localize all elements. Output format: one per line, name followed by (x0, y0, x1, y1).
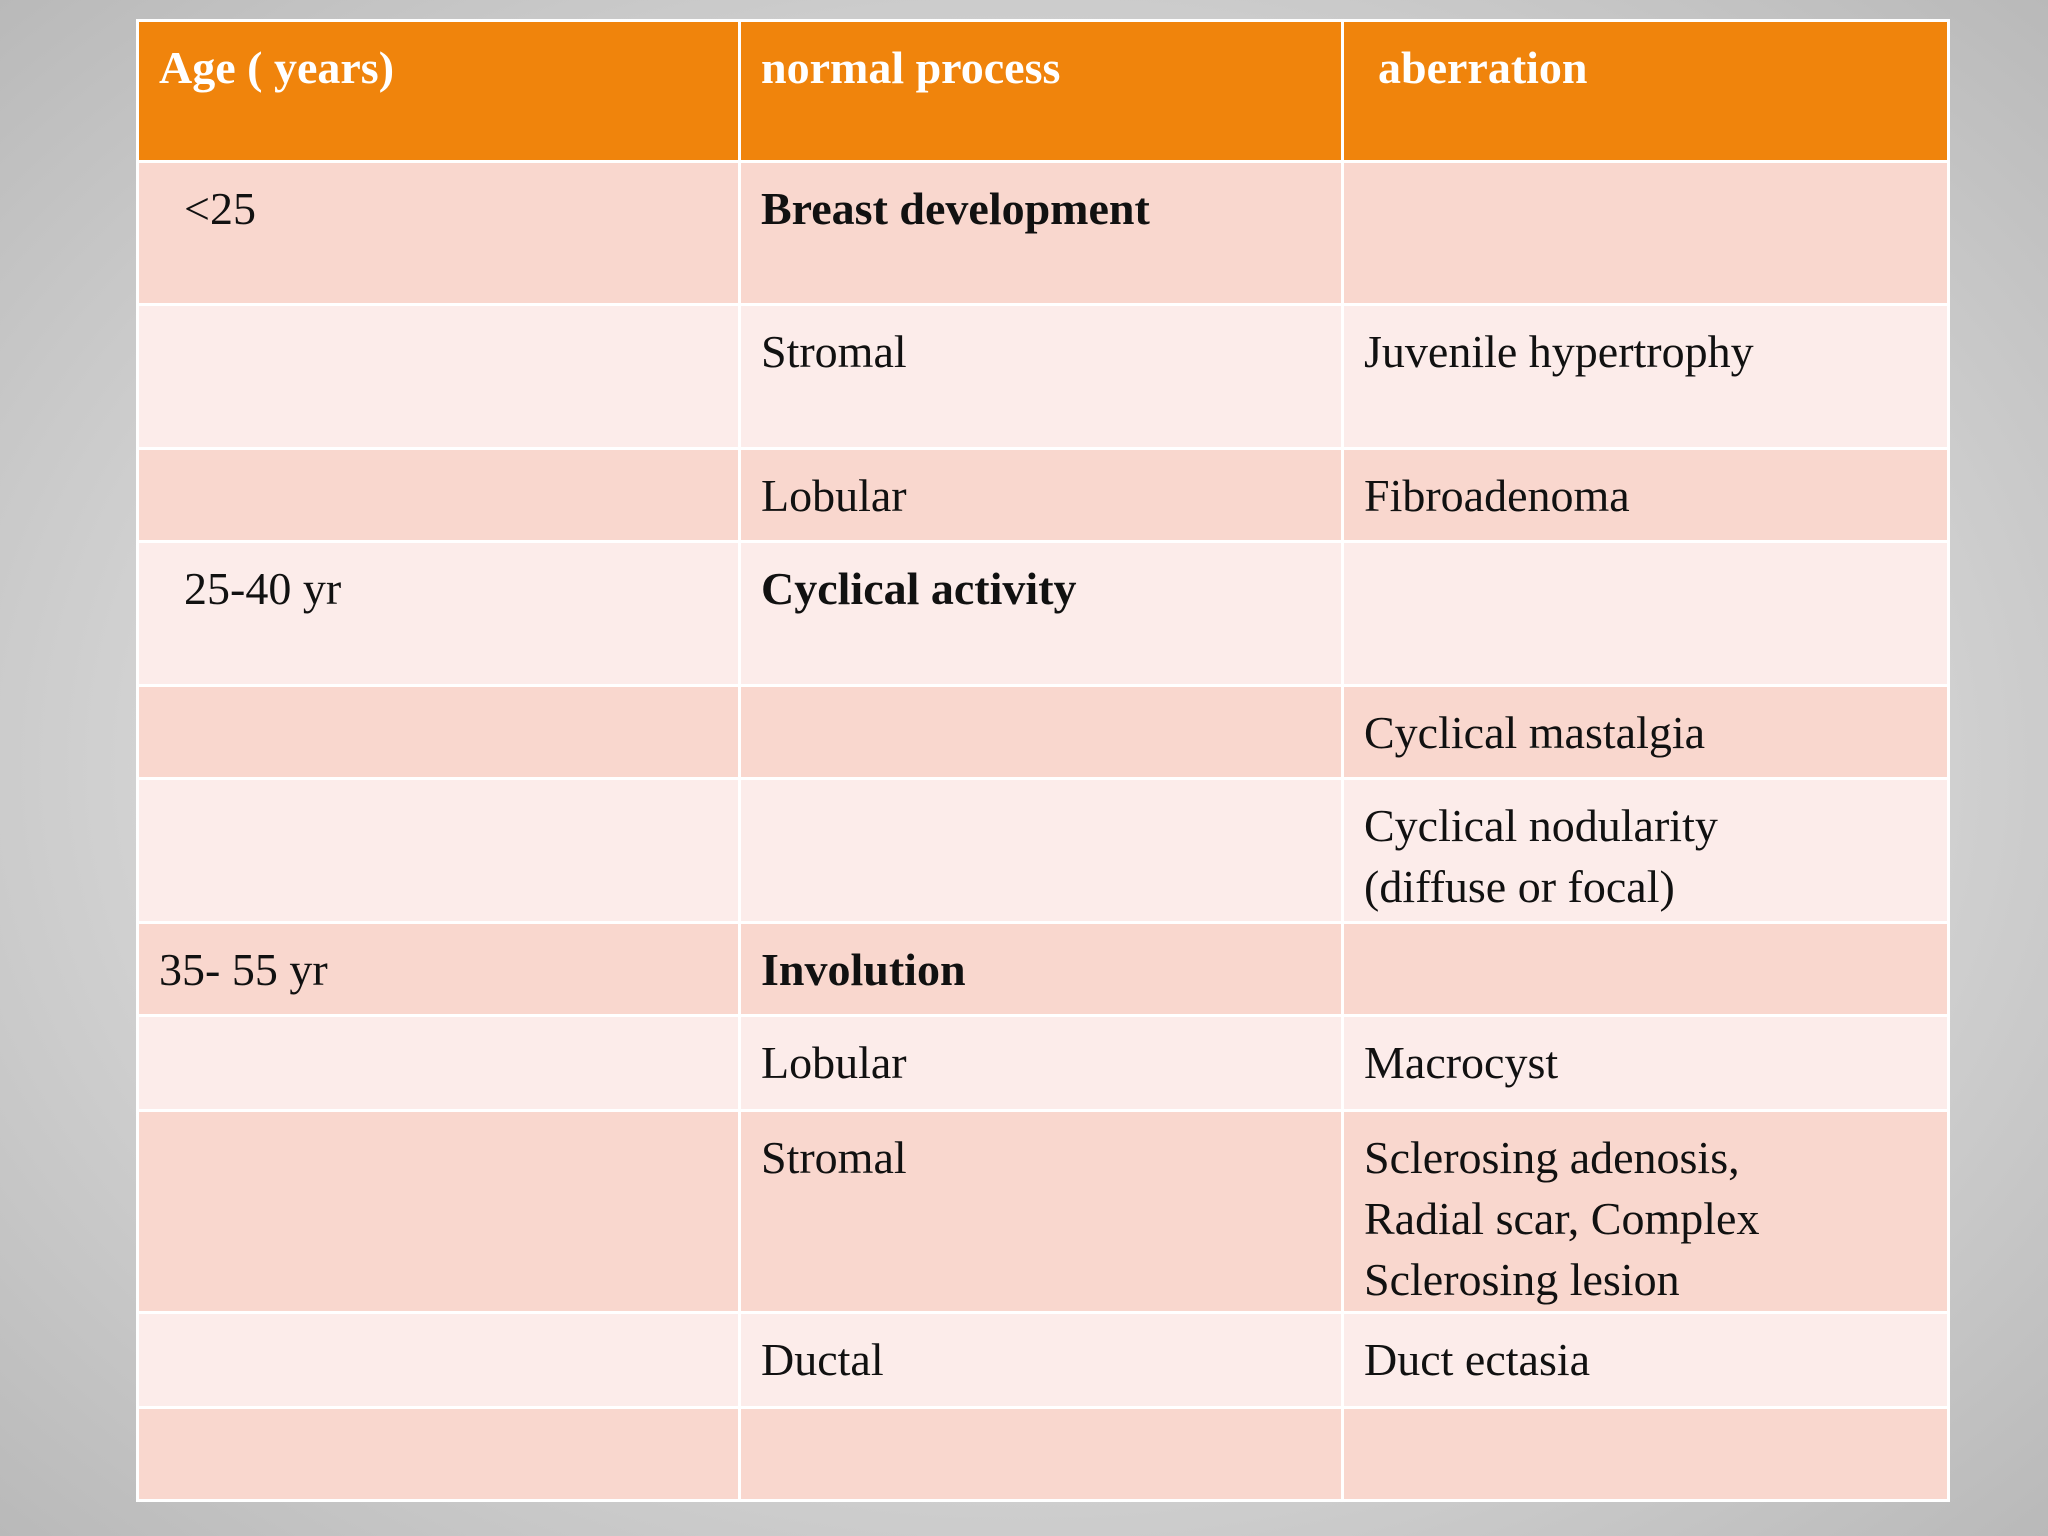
age-cell (138, 162, 740, 305)
process-cell (740, 1111, 1343, 1313)
process-cell (740, 1016, 1343, 1111)
aberration-value: Macrocyst (1364, 1037, 1559, 1088)
table-header-row (138, 21, 1949, 162)
header-aberration-label: aberration (1378, 42, 1588, 93)
table-row (138, 779, 1949, 923)
aberration-cell (1343, 779, 1949, 923)
process-cell (740, 779, 1343, 923)
process-cell (740, 1313, 1343, 1408)
age-cell (138, 542, 740, 686)
header-aberration (1343, 21, 1949, 162)
process-value: Involution (761, 944, 966, 995)
header-normal-process-label: normal process (761, 42, 1061, 93)
process-value: Ductal (761, 1334, 884, 1385)
aberration-cell (1343, 1313, 1949, 1408)
process-value: Lobular (761, 1037, 907, 1088)
aberration-cell (1343, 923, 1949, 1016)
aberration-cell (1343, 1408, 1949, 1501)
process-cell (740, 542, 1343, 686)
age-value: <25 (184, 183, 256, 234)
age-cell (138, 449, 740, 542)
process-cell (740, 305, 1343, 449)
age-cell (138, 305, 740, 449)
age-cell (138, 1111, 740, 1313)
age-cell (138, 923, 740, 1016)
aberration-value: Fibroadenoma (1364, 470, 1630, 521)
process-value: Lobular (761, 470, 907, 521)
process-cell (740, 1408, 1343, 1501)
process-value: Cyclical activity (761, 563, 1077, 614)
aberration-cell (1343, 686, 1949, 779)
process-value: Breast development (761, 183, 1150, 234)
age-cell (138, 1408, 740, 1501)
anbi-classification-table (136, 19, 1950, 1502)
table-row (138, 449, 1949, 542)
aberration-cell (1343, 1111, 1949, 1313)
age-cell (138, 1313, 740, 1408)
age-value: 25-40 yr (184, 563, 342, 614)
aberration-value: Cyclical mastalgia (1364, 707, 1706, 758)
aberration-cell (1343, 305, 1949, 449)
age-cell (138, 1016, 740, 1111)
age-cell (138, 779, 740, 923)
header-age-label: Age ( years) (159, 42, 395, 93)
table-row (138, 162, 1949, 305)
age-value: 35- 55 yr (159, 944, 328, 995)
header-age (138, 21, 740, 162)
table-row (138, 305, 1949, 449)
aberration-value: Sclerosing adenosis, Radial scar, Complex Sclerosing lesion (1364, 1132, 1760, 1305)
table-row (138, 1111, 1949, 1313)
header-normal-process (740, 21, 1343, 162)
table-row (138, 1313, 1949, 1408)
table-row (138, 923, 1949, 1016)
aberration-value: Cyclical nodularity (diffuse or focal) (1364, 800, 1718, 912)
aberration-value: Duct ectasia (1364, 1334, 1591, 1385)
process-cell (740, 162, 1343, 305)
process-cell (740, 686, 1343, 779)
table-row (138, 1408, 1949, 1501)
process-cell (740, 923, 1343, 1016)
table-row (138, 1016, 1949, 1111)
table-row (138, 686, 1949, 779)
age-cell (138, 686, 740, 779)
aberration-cell (1343, 449, 1949, 542)
aberration-cell (1343, 542, 1949, 686)
table-row (138, 542, 1949, 686)
process-cell (740, 449, 1343, 542)
aberration-value: Juvenile hypertrophy (1364, 326, 1754, 377)
aberration-cell (1343, 162, 1949, 305)
process-value: Stromal (761, 326, 907, 377)
aberration-cell (1343, 1016, 1949, 1111)
process-value: Stromal (761, 1132, 907, 1183)
